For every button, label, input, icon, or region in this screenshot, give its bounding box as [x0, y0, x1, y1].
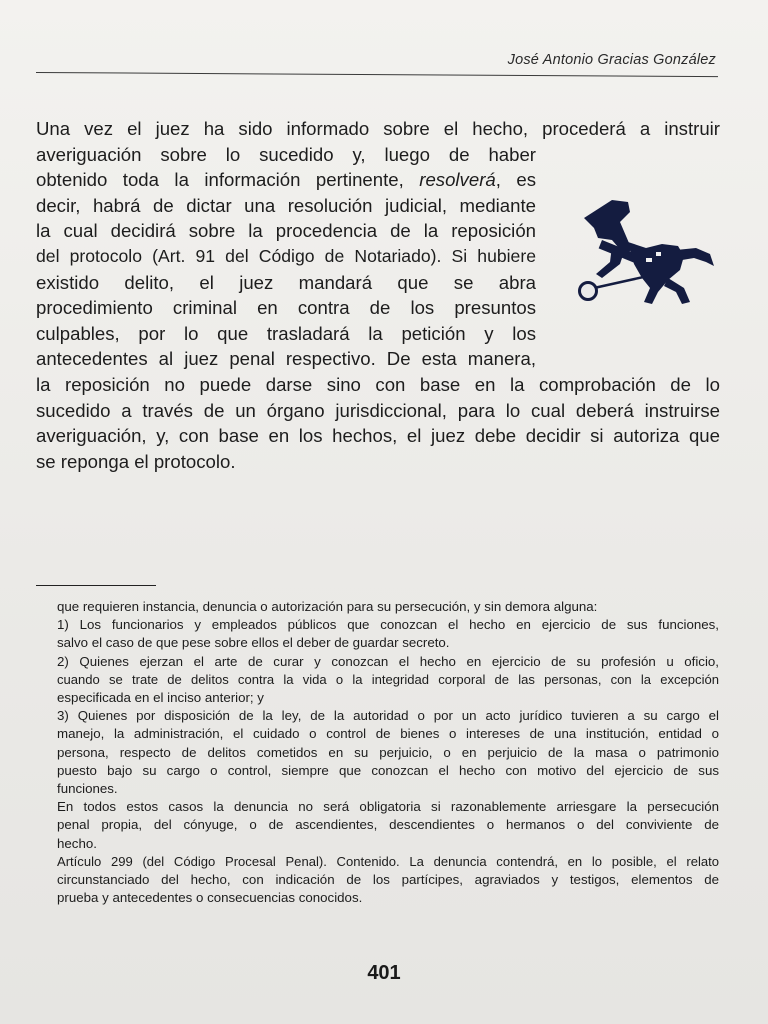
footnote-line: hecho. — [57, 835, 97, 851]
footnote-line: cuando se trate de delitos contra la vida o la integridad corporal de las personas, con la excepción — [57, 671, 719, 687]
body-line: sucedido a través de un órgano jurisdiccional, para lo cual deberá instruirse — [36, 399, 720, 421]
body-line: existido delito, el juez mandará que se abra — [36, 271, 536, 293]
footnote-line: funciones. — [57, 781, 118, 797]
body-line: averiguación, y, con base en los hechos, el juez debe decidir si autoriza que — [36, 425, 720, 447]
footnote-line: En todos estos casos la denuncia no será obligatoria si razonablemente arriesgare la persecución — [57, 799, 719, 815]
illustration — [572, 192, 720, 316]
footnote-line: penal propia, del cónyuge, o de ascendientes, descendientes o hermanos o del conviviente de — [57, 817, 719, 833]
body-text-segment: , es — [495, 169, 536, 191]
body-line: la cual decidirá sobre la procedencia de la reposición — [36, 220, 536, 242]
page-number: 401 — [367, 962, 401, 984]
body-line: culpables, por lo que trasladará la petición y los — [36, 322, 536, 344]
footnote-line: 3) Quienes por disposición de la ley, de la autoridad o por un acto jurídico tuvieren a su cargo el — [57, 708, 719, 724]
italic-term: resolverá — [419, 169, 496, 191]
header-rule — [36, 72, 718, 77]
body-line: Una vez el juez ha sido informado sobre el hecho, procederá a instruir — [36, 118, 720, 139]
body-text-segment: obtenido toda la información pertinente, — [36, 169, 420, 191]
footnote-line: especificada en el inciso anterior; y — [57, 690, 264, 706]
footnote-line: Artículo 299 (del Código Procesal Penal). Contenido. La denuncia contendrá, en lo posible, el relato — [57, 853, 719, 869]
body-line: antecedentes al juez penal respectivo. De esta manera, — [36, 348, 536, 370]
footnote-line: que requieren instancia, denuncia o autorización para su persecución, y sin demora alguna: — [57, 599, 598, 614]
body-line: se reponga el protocolo. — [36, 450, 236, 472]
body-line: procedimiento criminal en contra de los presuntos — [36, 297, 536, 319]
body-line: la reposición no puede darse sino con base en la comprobación de lo — [36, 373, 720, 395]
footnote-line: circunstanciado del hecho, con indicación de los partícipes, agraviados y testigos, elementos de — [57, 872, 719, 888]
footnotes — [57, 598, 719, 907]
body-line: decir, habrá de dictar una resolución judicial, mediante — [36, 194, 536, 216]
footnote-rule — [36, 585, 156, 586]
body-line: averiguación sobre lo sucedido y, luego de haber — [36, 143, 536, 165]
footnote-line: salvo el caso de que pese sobre ellos el deber de guardar secreto. — [57, 635, 450, 651]
body-line-with-italic — [36, 167, 536, 193]
footnote-line: manejo, la administración, el cuidado o control de bienes o intereses de una institución, entidad o — [57, 726, 719, 742]
running-header-author: José Antonio Gracias González — [507, 52, 716, 68]
footnote-line: puesto bajo su cargo o control, siempre que conozcan el hecho con motivo del ejercicio de sus — [57, 762, 719, 778]
footnote-line: 2) Quienes ejerzan el arte de curar y conozcan el hecho en ejercicio de su profesión u oficio, — [57, 653, 719, 669]
body-line: del protocolo (Art. 91 del Código de Notariado). Si hubiere — [36, 245, 536, 266]
footnote-line: 1) Los funcionarios y empleados públicos que conozcan el hecho en ejercicio de sus funciones, — [57, 617, 719, 633]
pixel-figure-with-ball-and-chain-icon — [572, 192, 720, 316]
footnote-line: prueba y antecedentes o consecuencias conocidos. — [57, 890, 363, 906]
footnote-line: persona, respecto de delitos cometidos en su perjuicio, o en perjuicio de la masa o patrimonio — [57, 744, 719, 760]
